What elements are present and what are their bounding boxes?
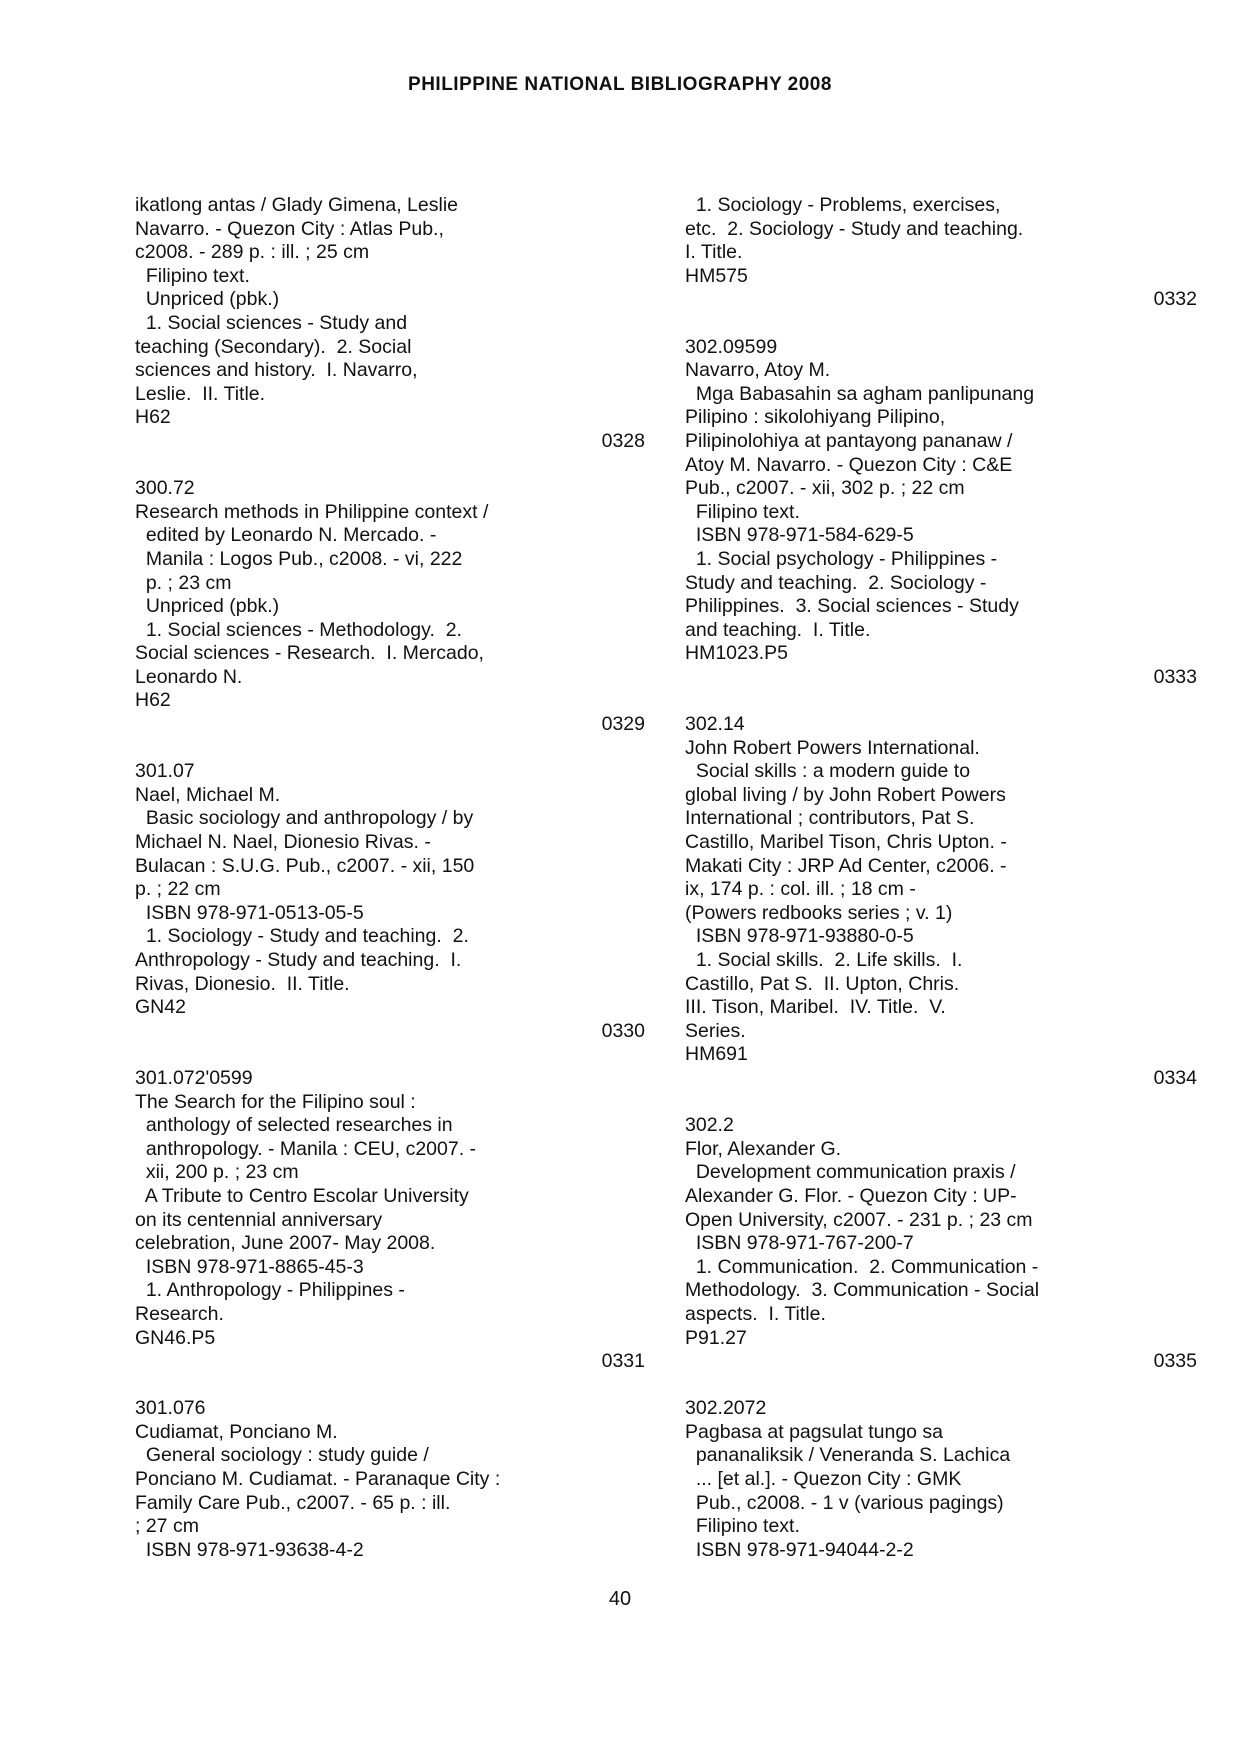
bibliography-line: Castillo, Pat S. II. Upton, Chris. bbox=[685, 972, 960, 995]
bibliography-line: Anthropology - Study and teaching. I. bbox=[135, 949, 462, 971]
bibliography-line: Manila : Logos Pub., c2008. - vi, 222 bbox=[135, 547, 463, 570]
bibliography-line: GN42 bbox=[135, 996, 186, 1019]
bibliography-line: aspects. I. Title. bbox=[685, 1302, 826, 1325]
bibliography-line: 302.2 bbox=[685, 1114, 734, 1137]
bibliography-line: 1. Social psychology - Philippines - bbox=[685, 547, 998, 570]
bibliography-line: Unpriced (pbk.) bbox=[135, 288, 280, 311]
bibliography-line: 301.07 bbox=[135, 760, 195, 783]
bibliography-line: Social sciences - Research. I. Mercado, bbox=[135, 642, 484, 665]
bibliography-line: Development communication praxis / bbox=[685, 1161, 1016, 1184]
bibliography-line: 1. Social sciences - Methodology. 2. bbox=[135, 618, 462, 641]
bibliography-line: Filipino text. bbox=[685, 1515, 800, 1538]
bibliography-line: International ; contributors, Pat S. bbox=[685, 807, 975, 830]
bibliography-line: Pub., c2008. - 1 v (various pagings) bbox=[685, 1491, 1004, 1514]
bibliography-line: HM1023.P5 bbox=[685, 642, 788, 665]
bibliography-line bbox=[135, 1374, 645, 1398]
bibliography-line: General sociology : study guide / bbox=[135, 1444, 429, 1467]
bibliography-line: Research methods in Philippine context / bbox=[135, 500, 489, 523]
bibliography-line: anthropology. - Manila : CEU, c2007. - bbox=[135, 1137, 477, 1160]
bibliography-line: A Tribute to Centro Escolar University bbox=[135, 1184, 469, 1207]
entry-number: 0334 bbox=[1153, 1066, 1197, 1089]
bibliography-line: HM575 bbox=[685, 264, 748, 287]
bibliography-line: Filipino text. bbox=[685, 500, 800, 523]
bibliography-line: Pagbasa at pagsulat tungo sa bbox=[685, 1420, 944, 1443]
bibliography-line: (Powers redbooks series ; v. 1) bbox=[685, 901, 953, 924]
bibliography-line: p. ; 23 cm bbox=[135, 571, 232, 594]
bibliography-line bbox=[685, 312, 1197, 336]
bibliography-line: ISBN 978-971-94044-2-2 bbox=[685, 1538, 914, 1561]
entry-number: 0332 bbox=[1153, 288, 1197, 311]
bibliography-line: I. Title. bbox=[685, 241, 743, 264]
bibliography-line: H62 bbox=[135, 689, 171, 712]
bibliography-line: Michael N. Nael, Dionesio Rivas. - bbox=[135, 831, 431, 854]
bibliography-line: Atoy M. Navarro. - Quezon City : C&E bbox=[685, 453, 1013, 476]
bibliography-line: Methodology. 3. Communication - Social bbox=[685, 1279, 1040, 1302]
bibliography-line: 1. Social sciences - Study and bbox=[135, 311, 408, 334]
entry-number: 0328 bbox=[601, 429, 645, 452]
entry-number: 0335 bbox=[1153, 1350, 1197, 1373]
bibliography-line: Pub., c2007. - xii, 302 p. ; 22 cm bbox=[685, 477, 965, 500]
bibliography-line: 301.072'0599 bbox=[135, 1066, 253, 1089]
bibliography-line: GN46.P5 bbox=[135, 1326, 216, 1349]
bibliography-line: 300.72 bbox=[135, 477, 195, 500]
bibliography-line: edited by Leonardo N. Mercado. - bbox=[135, 524, 437, 547]
bibliography-line: ISBN 978-971-584-629-5 bbox=[685, 524, 914, 547]
bibliography-line: H62 bbox=[135, 406, 171, 429]
bibliography-line: Basic sociology and anthropology / by bbox=[135, 807, 474, 830]
entry-number: 0330 bbox=[601, 1019, 645, 1042]
bibliography-line: 1. Communication. 2. Communication - bbox=[685, 1255, 1039, 1278]
bibliography-line: etc. 2. Sociology - Study and teaching. bbox=[685, 217, 1024, 240]
bibliography-line: Makati City : JRP Ad Center, c2006. - bbox=[685, 854, 1007, 877]
bibliography-line bbox=[135, 737, 645, 761]
bibliography-line: celebration, June 2007- May 2008. bbox=[135, 1232, 436, 1255]
bibliography-line: 1. Sociology - Problems, exercises, bbox=[685, 194, 1001, 216]
bibliography-line: ISBN 978-971-93638-4-2 bbox=[135, 1538, 364, 1561]
bibliography-line: Social skills : a modern guide to bbox=[685, 760, 971, 783]
bibliography-line: anthology of selected researches in bbox=[135, 1114, 453, 1137]
page-header-title: PHILIPPINE NATIONAL BIBLIOGRAPHY 2008 bbox=[408, 74, 832, 95]
bibliography-line: ISBN 978-971-93880-0-5 bbox=[685, 925, 914, 948]
right-column bbox=[685, 194, 1197, 1562]
bibliography-line: III. Tison, Maribel. IV. Title. V. bbox=[685, 996, 946, 1019]
bibliography-line: 1. Sociology - Study and teaching. 2. bbox=[135, 925, 469, 948]
bibliography-line bbox=[685, 689, 1197, 713]
bibliography-line: Cudiamat, Ponciano M. bbox=[135, 1420, 338, 1443]
bibliography-line: Mga Babasahin sa agham panlipunang bbox=[685, 382, 1035, 405]
bibliography-line: Leonardo N. bbox=[135, 665, 243, 688]
bibliography-line: Unpriced (pbk.) bbox=[135, 595, 280, 618]
bibliography-line: pananaliksik / Veneranda S. Lachica bbox=[685, 1444, 1011, 1467]
bibliography-line: 1. Anthropology - Philippines - bbox=[135, 1279, 405, 1302]
bibliography-line: teaching (Secondary). 2. Social bbox=[135, 335, 412, 358]
bibliography-line: p. ; 22 cm bbox=[135, 878, 221, 901]
bibliography-line: Nael, Michael M. bbox=[135, 783, 281, 806]
bibliography-line: Series. bbox=[685, 1019, 746, 1042]
bibliography-line bbox=[685, 1374, 1197, 1398]
bibliography-line: Study and teaching. 2. Sociology - bbox=[685, 571, 987, 594]
bibliography-line: Ponciano M. Cudiamat. - Paranaque City : bbox=[135, 1468, 501, 1491]
bibliography-line: John Robert Powers International. bbox=[685, 736, 980, 759]
left-column bbox=[135, 194, 645, 1562]
bibliography-line: ix, 174 p. : col. ill. ; 18 cm - bbox=[685, 878, 916, 901]
bibliography-line: ... [et al.]. - Quezon City : GMK bbox=[685, 1468, 962, 1491]
bibliography-line: c2008. - 289 p. : ill. ; 25 cm bbox=[135, 241, 370, 264]
bibliography-line: 302.14 bbox=[685, 713, 745, 736]
bibliography-line: 302.2072 bbox=[685, 1397, 767, 1420]
bibliography-line bbox=[135, 454, 645, 478]
bibliography-line: Pilipino : sikolohiyang Pilipino, bbox=[685, 406, 946, 429]
bibliography-line bbox=[685, 1091, 1197, 1115]
page-number: 40 bbox=[608, 1588, 632, 1610]
bibliography-line: and teaching. I. Title. bbox=[685, 618, 871, 641]
bibliography-line: ISBN 978-971-0513-05-5 bbox=[135, 901, 364, 924]
bibliography-line: Castillo, Maribel Tison, Chris Upton. - bbox=[685, 831, 1007, 854]
bibliography-line: Navarro, Atoy M. bbox=[685, 359, 831, 382]
bibliography-line: 302.09599 bbox=[685, 335, 778, 358]
entry-number: 0329 bbox=[601, 713, 645, 736]
bibliography-line: HM691 bbox=[685, 1043, 748, 1066]
bibliography-line: Flor, Alexander G. bbox=[685, 1137, 842, 1160]
bibliography-line: Pilipinolohiya at pantayong pananaw / bbox=[685, 429, 1013, 452]
bibliography-line: Navarro. - Quezon City : Atlas Pub., bbox=[135, 217, 444, 240]
bibliography-line: 1. Social skills. 2. Life skills. I. bbox=[685, 949, 963, 971]
bibliography-line: Rivas, Dionesio. II. Title. bbox=[135, 972, 350, 995]
bibliography-line: Open University, c2007. - 231 p. ; 23 cm bbox=[685, 1208, 1033, 1231]
bibliography-line: global living / by John Robert Powers bbox=[685, 783, 1006, 806]
bibliography-line: ISBN 978-971-8865-45-3 bbox=[135, 1255, 364, 1278]
bibliography-line: on its centennial anniversary bbox=[135, 1208, 383, 1231]
bibliography-line: The Search for the Filipino soul : bbox=[135, 1090, 416, 1113]
bibliography-line: ISBN 978-971-767-200-7 bbox=[685, 1232, 914, 1255]
bibliography-line: ikatlong antas / Glady Gimena, Leslie bbox=[135, 194, 459, 216]
bibliography-line: Bulacan : S.U.G. Pub., c2007. - xii, 150 bbox=[135, 854, 475, 877]
entry-number: 0333 bbox=[1153, 665, 1197, 688]
entry-number: 0331 bbox=[601, 1350, 645, 1373]
bibliography-line: xii, 200 p. ; 23 cm bbox=[135, 1161, 299, 1184]
bibliography-line: Leslie. II. Title. bbox=[135, 382, 266, 405]
bibliography-line: ; 27 cm bbox=[135, 1515, 199, 1538]
bibliography-line: P91.27 bbox=[685, 1326, 747, 1349]
bibliography-line bbox=[135, 1043, 645, 1067]
bibliography-line: Philippines. 3. Social sciences - Study bbox=[685, 595, 1019, 618]
bibliography-line: 301.076 bbox=[135, 1397, 206, 1420]
bibliography-line: Filipino text. bbox=[135, 264, 250, 287]
bibliography-line: sciences and history. I. Navarro, bbox=[135, 359, 418, 382]
bibliography-line: Family Care Pub., c2007. - 65 p. : ill. bbox=[135, 1491, 451, 1514]
bibliography-line: Research. bbox=[135, 1302, 224, 1325]
bibliography-line: Alexander G. Flor. - Quezon City : UP- bbox=[685, 1184, 1017, 1207]
